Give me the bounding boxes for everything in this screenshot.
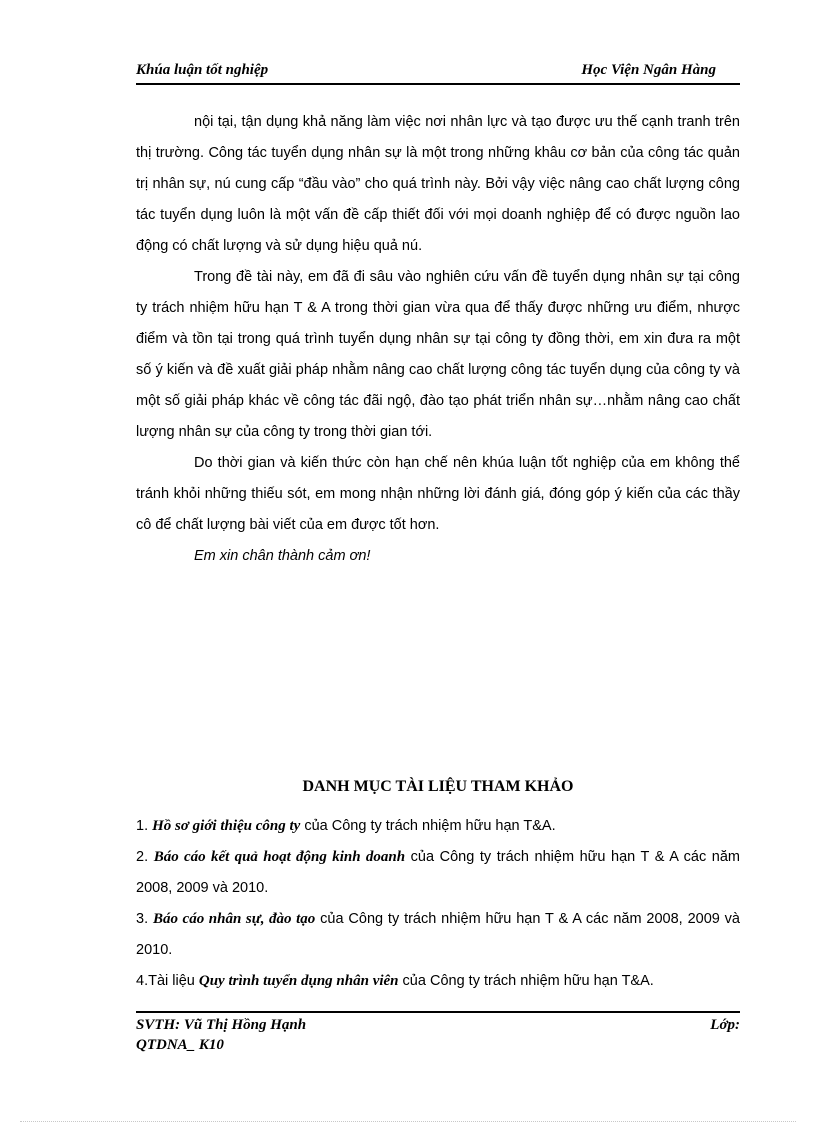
- reference-item-1: [136, 811, 740, 842]
- footer-student: SVTH: Vũ Thị Hồng Hạnh: [136, 1017, 307, 1033]
- reference-source: của Công ty trách nhiệm hữu hạn T & A các năm 2008, 2009 và 2010.: [136, 849, 741, 896]
- thanks-line: Em xin chân thành cảm ơn!: [194, 548, 371, 564]
- reference-source: của Công ty trách nhiệm hữu hạn T&A.: [398, 973, 654, 989]
- reference-item-4: [136, 966, 740, 997]
- reference-prefix: 1.: [136, 818, 153, 834]
- header-institution: Học Viện Ngân Hàng: [581, 62, 716, 78]
- reference-title: Quy trình tuyển dụng nhân viên: [198, 973, 399, 989]
- reference-title: Báo cáo kết quả hoạt động kinh doanh: [153, 849, 406, 865]
- page-bottom-edge: [20, 1121, 796, 1122]
- reference-prefix: 3.: [136, 911, 153, 927]
- paragraph-3: Do thời gian và kiến thức còn hạn chế nên khúa luận tốt nghiệp của em không thể tránh khỏi những thiếu sót, em mong nhận những lời đánh giá, đóng góp ý kiến của các thầy cô để chất lượng bài viết của em được tốt hơn.: [136, 455, 740, 533]
- footer-divider: [136, 1011, 740, 1013]
- reference-item-3: [136, 904, 740, 966]
- header-thesis-title: Khúa luận tốt nghiệp: [136, 62, 269, 78]
- paragraph-2: Trong đề tài này, em đã đi sâu vào nghiên cứu vấn đề tuyển dụng nhân sự tại công ty trách nhiệm hữu hạn T & A trong thời gian vừa qua để thấy được những ưu điểm, nhược điểm và tồn tại trong quá trình tuyển dụng nhân sự tại công ty đồng thời, em xin đưa ra một số ý kiến và đề xuất giải pháp nhằm nâng cao chất lượng công tác tuyển dụng của công ty và một số giải pháp khác về công tác đãi ngộ, đào tạo phát triển nhân sự…nhằm nâng cao chất lượng nhân sự của công ty trong thời gian tới.: [136, 269, 740, 440]
- reference-item-2: [136, 842, 740, 904]
- reference-source: của Công ty trách nhiệm hữu hạn T & A các năm 2008, 2009 và 2010.: [136, 911, 740, 958]
- paragraph-1: nội tại, tận dụng khả năng làm việc nơi nhân lực và tạo được ưu thế cạnh tranh trên thị trường. Công tác tuyển dụng nhân sự là một trong những khâu cơ bản của công tác quản trị nhân sự, nú cung cấp “đầu vào” cho quá trình này. Bởi vậy việc nâng cao chất lượng công tác tuyển dụng luôn là một vấn đề cấp thiết đối với mọi doanh nghiệp để có được nguồn lao động có chất lượng và sử dụng hiệu quả nú.: [136, 114, 740, 254]
- reference-title: Báo cáo nhân sự, đào tạo: [152, 911, 316, 927]
- footer-class-value: QTDNA_ K10: [136, 1037, 224, 1053]
- references-title: DANH MỤC TÀI LIỆU THAM KHẢO: [302, 778, 574, 795]
- page-header: [136, 60, 740, 82]
- page-footer: [136, 1015, 740, 1055]
- conclusion-body: [136, 107, 740, 572]
- reference-prefix: 2.: [136, 849, 154, 865]
- reference-source: của Công ty trách nhiệm hữu hạn T&A.: [300, 818, 556, 834]
- reference-prefix: 4.Tài liệu: [136, 973, 199, 989]
- footer-class-label: Lớp:: [710, 1017, 740, 1033]
- header-divider: [136, 83, 740, 85]
- references-list: [136, 811, 740, 997]
- reference-title: Hồ sơ giới thiệu công ty: [152, 818, 301, 834]
